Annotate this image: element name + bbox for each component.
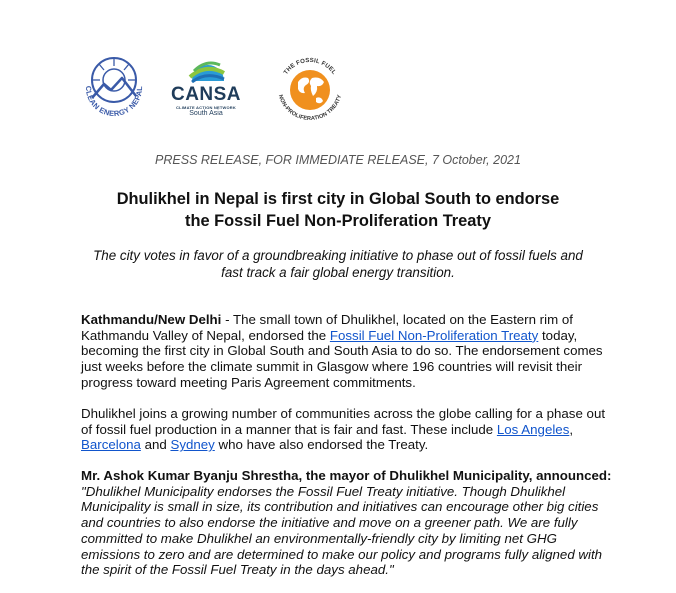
separator: and: [140, 437, 171, 453]
subheadline: [40, 247, 636, 281]
cansa-name: CANSA: [170, 84, 242, 105]
ff-logo-top-text: THE FOSSIL FUEL: [283, 57, 337, 76]
paragraph-communities-text-2: who have also endorsed the Treaty.: [214, 437, 429, 453]
cansa-logo-text: [170, 85, 242, 118]
headline-line-1: Dhulikhel in Nepal is first city in Global South to endorse: [116, 190, 560, 208]
ff-logo-bottom-text: NON-PROLIFERATION TREATY: [276, 94, 344, 123]
press-release-line: PRESS RELEASE, FOR IMMEDIATE RELEASE, 7 October, 2021: [155, 153, 521, 167]
barcelona-link[interactable]: Barcelona: [81, 437, 141, 453]
paragraph-communities-text-1: Dhulikhel joins a growing number of communities across the globe calling for a phase out of fossil fuel production in a manner that is fair and fast. These include: [81, 406, 606, 437]
paragraph-mayor-quote: [81, 468, 615, 578]
subheadline-line-1: The city votes in favor of a groundbreaking initiative to phase out of fossil fuels and: [93, 248, 583, 263]
paragraph-intro: [81, 312, 615, 391]
treaty-link[interactable]: Fossil Fuel Non-Proliferation Treaty: [329, 327, 539, 343]
paragraph-intro-text-1: - The small town of Dhulikhel, located on the Eastern rim of Kathmandu Valley of Nepal, endorsed the: [81, 312, 573, 343]
paragraph-intro-text-2: today, becoming the first city in Global South and South Asia to do so. The endorsement comes just weeks before the climate summit in Glasgow where 196 countries will revisit their progress toward meeting Paris Agreement commitments.: [81, 327, 603, 390]
headline: [40, 188, 636, 232]
subheadline-line-2: fast track a fair global energy transition.: [221, 265, 455, 280]
headline-line-2: the Fossil Fuel Non-Proliferation Treaty: [184, 212, 491, 230]
clean-energy-nepal-logo: [78, 50, 150, 122]
mayor-attribution: Mr. Ashok Kumar Byanju Shrestha, the mayor of Dhulikhel Municipality, announced:: [81, 468, 612, 483]
fossil-fuel-treaty-logo: [272, 52, 348, 128]
clean-energy-nepal-logo-text: CLEAN ENERGY NEPAL: [83, 85, 145, 119]
los-angeles-link[interactable]: Los Angeles: [496, 421, 570, 437]
sydney-link[interactable]: Sydney: [170, 437, 215, 453]
separator: ,: [569, 421, 574, 437]
paragraph-communities: [81, 406, 615, 453]
cansa-network: CLIMATE ACTION NETWORK: [176, 105, 236, 110]
mayor-quote: "Dhulikhel Municipality endorses the Fossil Fuel Treaty initiative. Though Dhulikhel Municipality is small in size, its contribution and initiatives can encourage other big cities and countries to also endorse the initiative and move on a greener path. We are fully committed to make Dhulikhel an environmentally-friendly city by limiting net GHG emissions to zero and are determined to make our policy and programs fully aligned with the spirit of the Fossil Fuel Treaty in the days ahead.": [81, 483, 603, 578]
dateline: Kathmandu/New Delhi: [81, 312, 222, 327]
cansa-region: South Asia: [189, 110, 223, 117]
